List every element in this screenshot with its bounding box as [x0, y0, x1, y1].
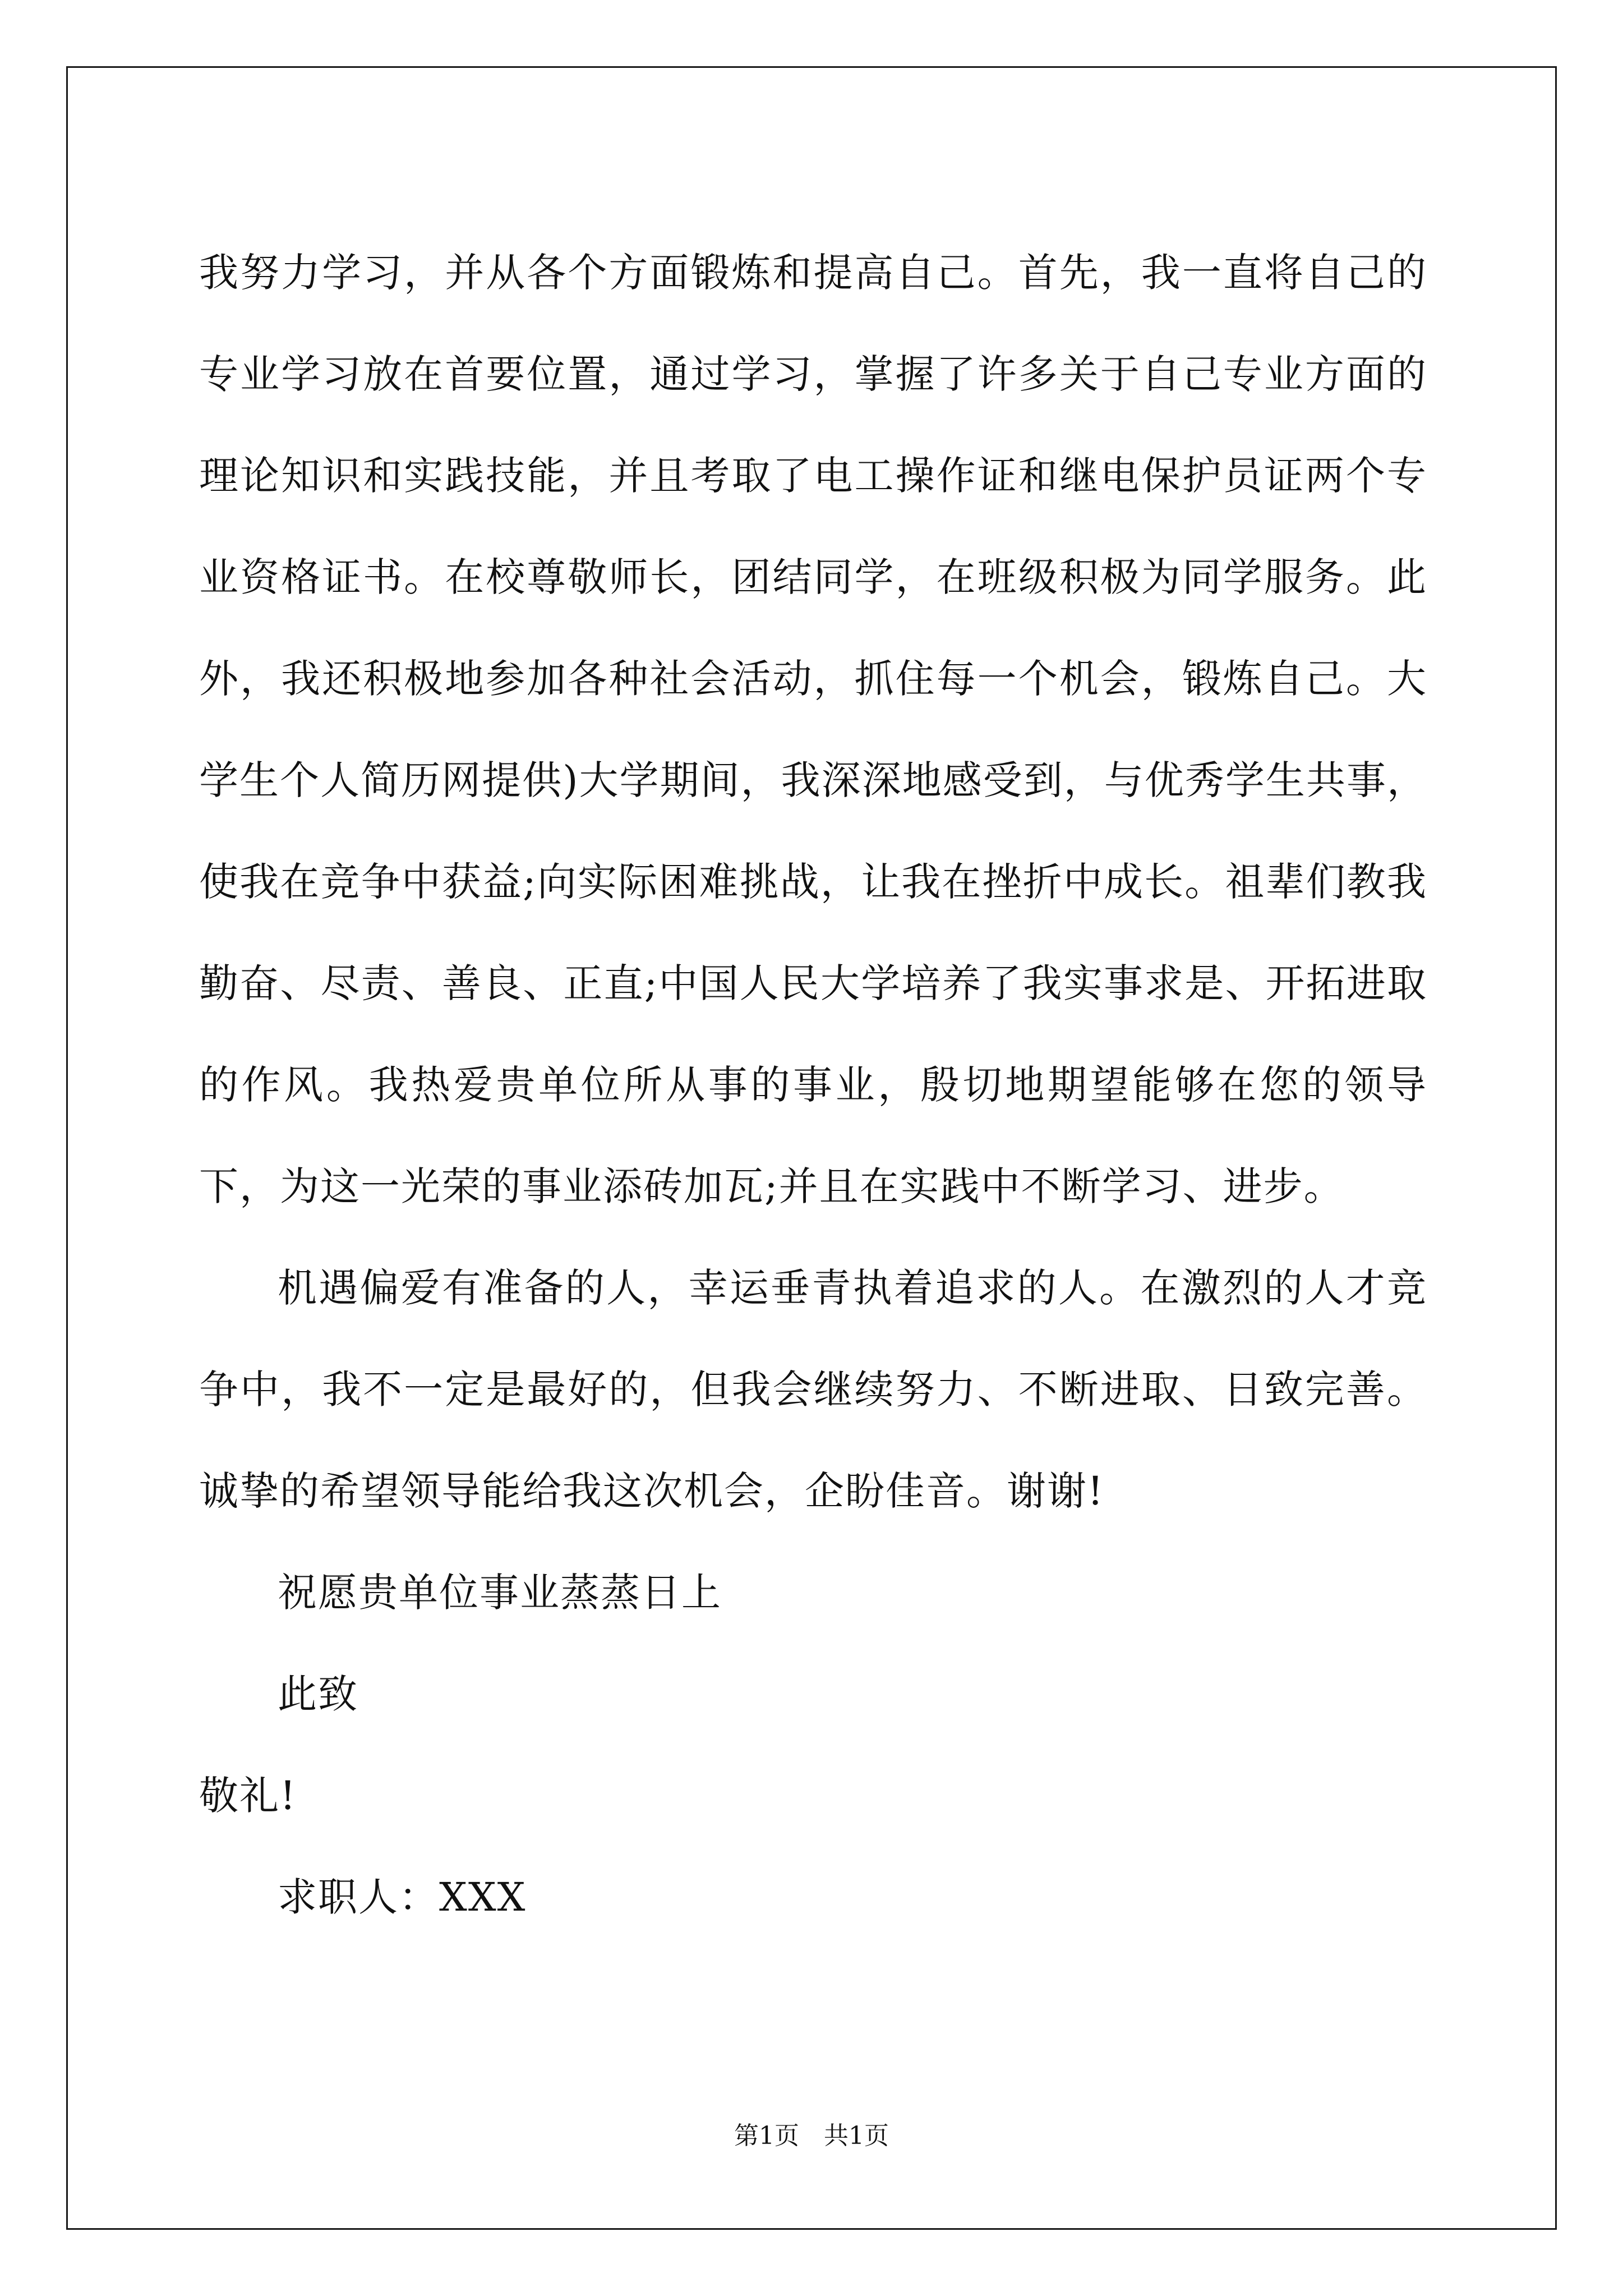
paragraph-2: 机遇偏爱有准备的人，幸运垂青执着追求的人。在激烈的人才竞争中，我不一定是最好的，但我会继续努力、不断进取、日致完善。诚挚的希望领导能给我这次机会，企盼佳音。谢谢!: [199, 1265, 1427, 1514]
page-footer: [0, 2119, 1623, 2153]
closing-wish: 祝愿贵单位事业蒸蒸日上: [278, 1570, 722, 1616]
paragraph-1: 我努力学习，并从各个方面锻炼和提高自己。首先，我一直将自己的专业学习放在首要位置，通过学习，掌握了许多关于自己专业方面的理论知识和实践技能，并且考取了电工操作证和继电保护员证两个专业资格证书。在校尊敬师长，团结同学，在班级积极为同学服务。此外，我还积极地参加各种社会活动，抓住每一个机会，锻炼自己。大学生个人简历网提供)大学期间，我深深地感受到，与优秀学生共事，使我在竞争中获益;向实际困难挑战，让我在挫折中成长。祖辈们教我勤奋、尽责、善良、正直;中国人民大学培养了我实事求是、开拓进取的作风。我热爱贵单位所从事的事业，殷切地期望能够在您的领导下，为这一光荣的事业添砖加瓦;并且在实践中不断学习、进步。: [199, 250, 1427, 1209]
signature: 求职人：XXX: [278, 1874, 527, 1920]
closing-regards: 敬礼!: [199, 1773, 297, 1819]
page-number: 第1页: [734, 2122, 799, 2150]
closing-salutation: 此致: [278, 1671, 358, 1717]
letter-body: [199, 222, 1427, 1948]
page-total: 共1页: [824, 2122, 889, 2150]
